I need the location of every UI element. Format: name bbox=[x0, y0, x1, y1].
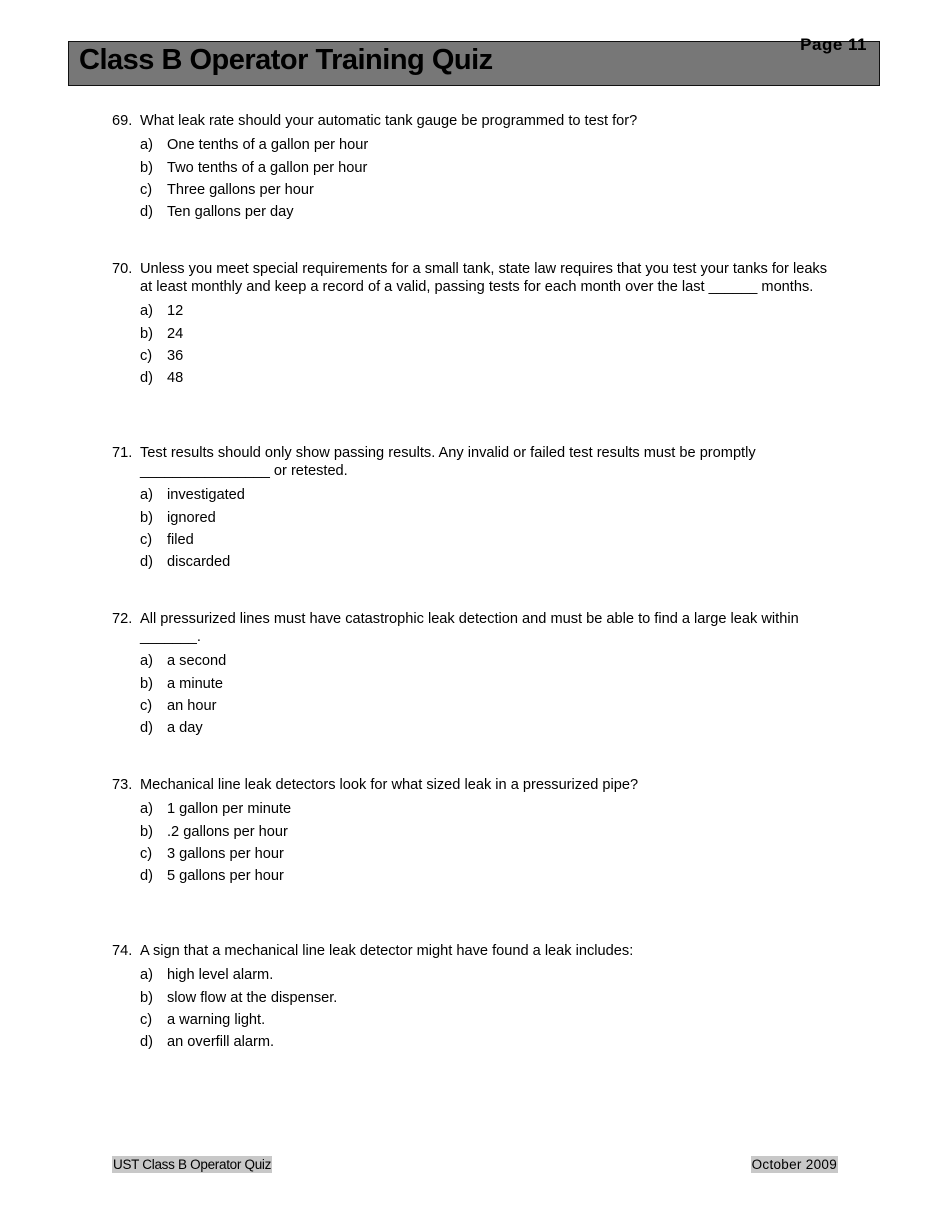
option-letter: d) bbox=[140, 554, 153, 571]
answer-option bbox=[140, 798, 842, 820]
option-text: 3 gallons per hour bbox=[167, 845, 284, 862]
option-letter: c) bbox=[140, 845, 153, 862]
option-letter: a) bbox=[140, 801, 153, 818]
option-text: 24 bbox=[167, 325, 184, 342]
answer-option bbox=[140, 717, 842, 739]
question-text: Unless you meet special requirements for a small tank, state law requires that you test your tanks for leaks at least monthly and keep a record of a valid, passing tests for each month over the last ______ months. bbox=[140, 261, 828, 295]
answer-options bbox=[140, 484, 842, 574]
option-letter: d) bbox=[140, 720, 153, 737]
answer-option bbox=[140, 201, 842, 223]
option-letter: a) bbox=[140, 487, 153, 504]
option-letter: b) bbox=[140, 823, 153, 840]
option-text: slow flow at the dispenser. bbox=[167, 989, 338, 1006]
option-text: a minute bbox=[167, 675, 223, 692]
option-text: 1 gallon per minute bbox=[167, 801, 292, 818]
option-text: 36 bbox=[167, 347, 184, 364]
question-73 bbox=[112, 776, 842, 888]
option-text: discarded bbox=[167, 554, 231, 571]
option-letter: b) bbox=[140, 675, 153, 692]
question-number: 74. bbox=[112, 943, 133, 959]
option-text: 12 bbox=[167, 303, 184, 320]
answer-options bbox=[140, 300, 842, 390]
question-text: What leak rate should your automatic tank gauge be programmed to test for? bbox=[140, 113, 638, 129]
answer-options bbox=[140, 134, 842, 224]
answer-options bbox=[140, 964, 842, 1054]
option-letter: c) bbox=[140, 697, 153, 714]
option-text: Two tenths of a gallon per hour bbox=[167, 159, 368, 176]
answer-options bbox=[140, 650, 842, 740]
answer-option bbox=[140, 134, 842, 156]
option-text: an overfill alarm. bbox=[167, 1034, 275, 1051]
answer-option bbox=[140, 300, 842, 322]
answer-option bbox=[140, 865, 842, 887]
option-text: ignored bbox=[167, 509, 216, 526]
answer-option bbox=[140, 986, 842, 1008]
option-letter: b) bbox=[140, 325, 153, 342]
question-74 bbox=[112, 942, 842, 1054]
answer-options bbox=[140, 798, 842, 888]
answer-option bbox=[140, 820, 842, 842]
footer-document-title: UST Class B Operator Quiz bbox=[113, 1157, 272, 1172]
option-letter: a) bbox=[140, 303, 153, 320]
option-letter: c) bbox=[140, 347, 153, 364]
option-letter: d) bbox=[140, 370, 153, 387]
answer-option bbox=[140, 179, 842, 201]
footer-date: October 2009 bbox=[751, 1157, 837, 1172]
answer-option bbox=[140, 843, 842, 865]
option-text: Three gallons per hour bbox=[167, 181, 314, 198]
answer-option bbox=[140, 672, 842, 694]
question-number: 72. bbox=[112, 611, 133, 627]
question-number: 71. bbox=[112, 445, 133, 461]
option-letter: d) bbox=[140, 1034, 153, 1051]
option-text: .2 gallons per hour bbox=[167, 823, 288, 840]
question-text: All pressurized lines must have catastrophic leak detection and must be able to find a large leak within _______. bbox=[140, 611, 799, 645]
option-letter: c) bbox=[140, 181, 153, 198]
option-text: an hour bbox=[167, 697, 217, 714]
answer-option bbox=[140, 695, 842, 717]
question-71 bbox=[112, 444, 842, 574]
option-text: a warning light. bbox=[167, 1011, 266, 1028]
question-72 bbox=[112, 610, 842, 740]
question-text: Test results should only show passing results. Any invalid or failed test results must be promptly ________________ or retested. bbox=[140, 445, 756, 479]
question-number: 70. bbox=[112, 261, 133, 277]
answer-option bbox=[140, 650, 842, 672]
answer-option bbox=[140, 551, 842, 573]
question-number: 73. bbox=[112, 777, 133, 793]
option-letter: c) bbox=[140, 531, 153, 548]
answer-option bbox=[140, 345, 842, 367]
answer-option bbox=[140, 367, 842, 389]
option-text: a second bbox=[167, 653, 227, 670]
option-text: Ten gallons per day bbox=[167, 204, 294, 221]
question-70 bbox=[112, 260, 842, 390]
option-letter: b) bbox=[140, 159, 153, 176]
option-text: high level alarm. bbox=[167, 967, 274, 984]
option-letter: d) bbox=[140, 204, 153, 221]
option-letter: c) bbox=[140, 1011, 153, 1028]
option-text: filed bbox=[167, 531, 194, 548]
question-text: Mechanical line leak detectors look for what sized leak in a pressurized pipe? bbox=[140, 777, 639, 793]
header-bar bbox=[68, 35, 880, 86]
answer-option bbox=[140, 484, 842, 506]
option-letter: a) bbox=[140, 967, 153, 984]
answer-option bbox=[140, 529, 842, 551]
page-number: Page 11 bbox=[800, 35, 867, 54]
question-number: 69. bbox=[112, 113, 133, 129]
answer-option bbox=[140, 322, 842, 344]
answer-option bbox=[140, 1031, 842, 1053]
option-letter: b) bbox=[140, 509, 153, 526]
option-letter: a) bbox=[140, 653, 153, 670]
option-text: a day bbox=[167, 720, 203, 737]
answer-option bbox=[140, 506, 842, 528]
option-letter: b) bbox=[140, 989, 153, 1006]
option-text: One tenths of a gallon per hour bbox=[167, 137, 369, 154]
answer-option bbox=[140, 1009, 842, 1031]
option-text: 5 gallons per hour bbox=[167, 868, 284, 885]
answer-option bbox=[140, 964, 842, 986]
answer-option bbox=[140, 156, 842, 178]
question-69 bbox=[112, 112, 842, 224]
option-letter: a) bbox=[140, 137, 153, 154]
question-text: A sign that a mechanical line leak detector might have found a leak includes: bbox=[140, 943, 634, 959]
page-title: Class B Operator Training Quiz bbox=[79, 44, 493, 76]
option-text: 48 bbox=[167, 370, 184, 387]
option-letter: d) bbox=[140, 868, 153, 885]
option-text: investigated bbox=[167, 487, 245, 504]
